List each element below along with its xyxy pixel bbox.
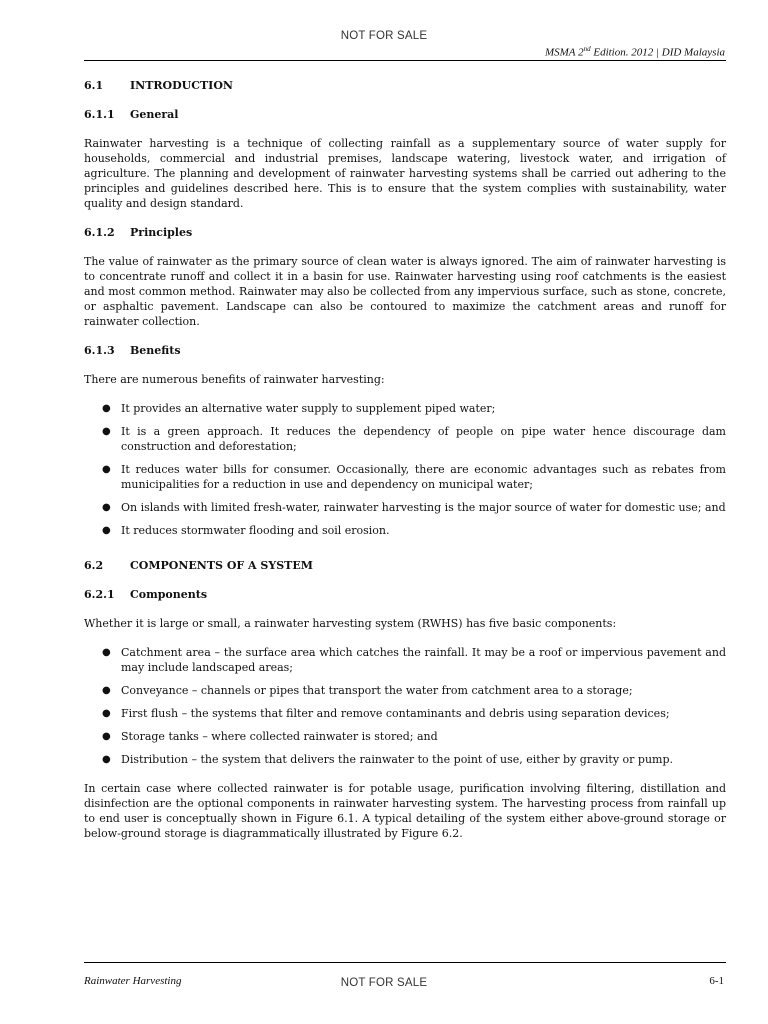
subsection-title: Benefits bbox=[130, 344, 181, 357]
bullet-icon: ● bbox=[102, 502, 111, 513]
section-title: COMPONENTS OF A SYSTEM bbox=[130, 559, 313, 572]
list-item bbox=[84, 462, 726, 492]
subsection-heading bbox=[84, 107, 726, 122]
running-header-superscript: nd bbox=[583, 45, 591, 53]
general-paragraph: Rainwater harvesting is a technique of collecting rainfall as a supplementary source of water supply for households, commercial and industrial premises, landscape watering, livestock water, and irrigation of agriculture. The planning and development of rainwater harvesting systems shall be carried out adhering to the principles and guidelines described here. This is to ensure that the system complies with sustainability, water quality and design standard. bbox=[84, 137, 726, 210]
list-item-text: It is a green approach. It reduces the dependency of people on pipe water hence discourage dam construction and deforestation; bbox=[121, 425, 726, 453]
list-item bbox=[84, 424, 726, 454]
components-list bbox=[84, 645, 726, 767]
bullet-icon: ● bbox=[102, 708, 111, 719]
list-item-text: Catchment area – the surface area which catches the rainfall. It may be a roof or impervious pavement and may include landscaped areas; bbox=[121, 646, 726, 674]
list-item-text: It provides an alternative water supply to supplement piped water; bbox=[121, 402, 496, 415]
bullet-icon: ● bbox=[102, 426, 111, 437]
subsection-title: Principles bbox=[130, 226, 193, 239]
section-number: 6.2 bbox=[84, 559, 104, 572]
list-item bbox=[84, 683, 726, 698]
list-item-text: It reduces water bills for consumer. Occasionally, there are economic advantages such as rebates from municipalities for a reduction in use and dependency on municipal water; bbox=[121, 463, 726, 491]
list-item bbox=[84, 645, 726, 675]
bullet-icon: ● bbox=[102, 685, 111, 696]
section-number: 6.1 bbox=[84, 79, 104, 92]
bullet-icon: ● bbox=[102, 464, 111, 475]
list-item-text: On islands with limited fresh-water, rainwater harvesting is the major source of water for domestic use; and bbox=[121, 501, 726, 514]
list-item bbox=[84, 523, 726, 538]
section-heading bbox=[84, 558, 726, 573]
bullet-icon: ● bbox=[102, 731, 111, 742]
principles-paragraph: The value of rainwater as the primary source of clean water is always ignored. The aim of rainwater harvesting is to concentrate runoff and collect it in a basin for use. Rainwater harvesting using roof catchments is the easiest and most common method. Rainwater may also be collected from any impervious surface, such as stone, concrete, or asphaltic pavement. Landscape can also be contoured to maximize the catchment areas and runoff for rainwater collection. bbox=[84, 255, 726, 328]
list-item-text: It reduces stormwater flooding and soil erosion. bbox=[121, 524, 390, 537]
subsection-heading bbox=[84, 343, 726, 358]
list-item bbox=[84, 729, 726, 744]
list-item bbox=[84, 706, 726, 721]
section-title: INTRODUCTION bbox=[130, 79, 233, 92]
footer-rule bbox=[84, 962, 726, 963]
watermark-top: NOT FOR SALE bbox=[340, 30, 428, 42]
running-header bbox=[545, 45, 725, 59]
bullet-icon: ● bbox=[102, 647, 111, 658]
subsection-number: 6.2.1 bbox=[84, 588, 115, 601]
components-closing-paragraph: In certain case where collected rainwater is for potable usage, purification involving filtering, distillation and disinfection are the optional components in rainwater harvesting system. The harvesting process from rainfall up to end user is conceptually shown in Figure 6.1. A typical detailing of the system either above-ground storage or below-ground storage is diagrammatically illustrated by Figure 6.2. bbox=[84, 782, 726, 840]
bullet-icon: ● bbox=[102, 754, 111, 765]
list-item-text: Conveyance – channels or pipes that transport the water from catchment area to a storage; bbox=[121, 684, 633, 697]
subsection-title: General bbox=[130, 108, 179, 121]
header-rule bbox=[84, 60, 726, 61]
components-intro: Whether it is large or small, a rainwater harvesting system (RWHS) has five basic components: bbox=[84, 617, 617, 630]
subsection-heading bbox=[84, 587, 726, 602]
list-item-text: First flush – the systems that filter and remove contaminants and debris using separation devices; bbox=[121, 707, 670, 720]
benefits-list bbox=[84, 401, 726, 538]
subsection-heading bbox=[84, 225, 726, 240]
running-header-suffix: Edition. 2012 | DID Malaysia bbox=[590, 46, 725, 59]
page-body bbox=[84, 76, 726, 855]
list-item bbox=[84, 500, 726, 515]
list-item-text: Distribution – the system that delivers the rainwater to the point of use, either by gravity or pump. bbox=[121, 753, 673, 766]
subsection-title: Components bbox=[130, 588, 208, 601]
list-item bbox=[84, 401, 726, 416]
subsection-number: 6.1.3 bbox=[84, 344, 115, 357]
list-item bbox=[84, 752, 726, 767]
watermark-bottom: NOT FOR SALE bbox=[340, 977, 428, 989]
page-number: 6-1 bbox=[709, 975, 724, 987]
running-header-prefix: MSMA 2 bbox=[544, 46, 584, 59]
subsection-number: 6.1.1 bbox=[84, 108, 115, 121]
bullet-icon: ● bbox=[102, 403, 111, 414]
subsection-number: 6.1.2 bbox=[84, 226, 115, 239]
section-heading bbox=[84, 78, 726, 93]
benefits-intro: There are numerous benefits of rainwater harvesting: bbox=[84, 373, 385, 386]
footer-chapter-title: Rainwater Harvesting bbox=[84, 975, 182, 987]
list-item-text: Storage tanks – where collected rainwater is stored; and bbox=[121, 730, 438, 743]
bullet-icon: ● bbox=[102, 525, 111, 536]
